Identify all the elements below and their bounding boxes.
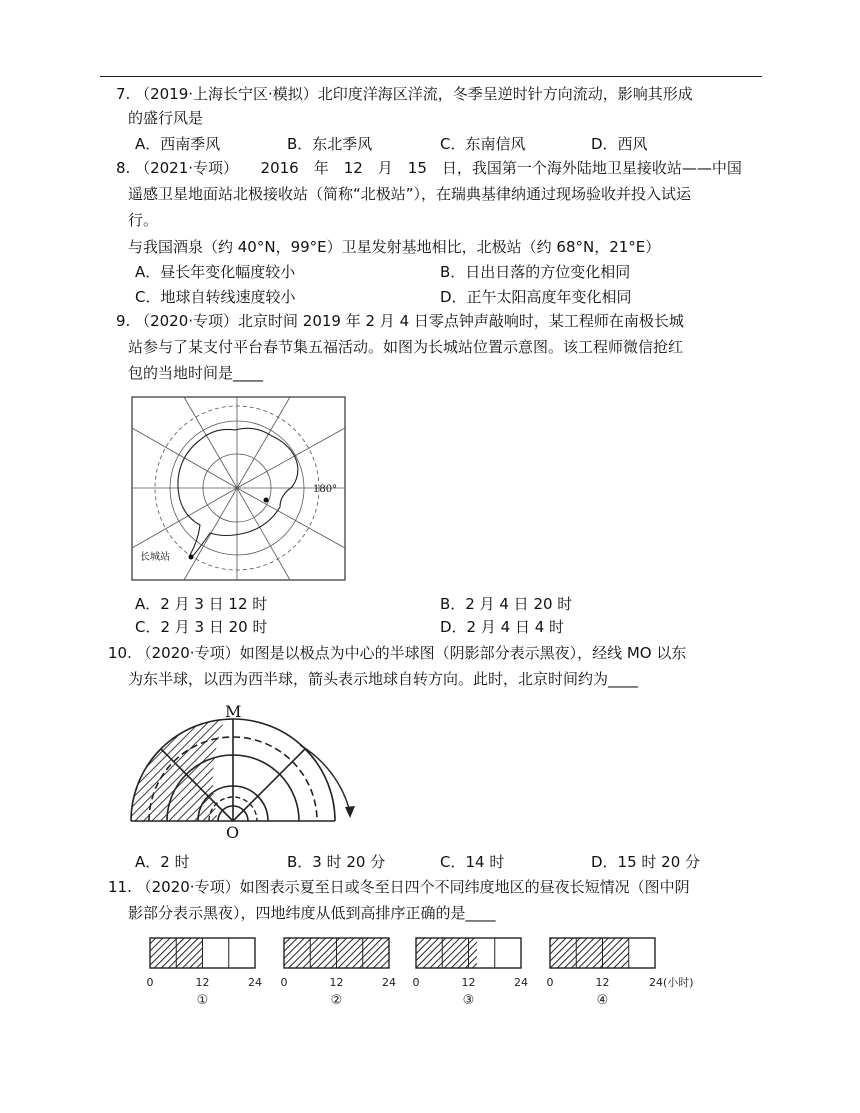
label-great-wall-station: 长城站 bbox=[140, 552, 170, 563]
q10-option-b: B．3 时 20 分 bbox=[287, 853, 386, 871]
q11-stem-line1: 11. （2020·专项）如图表示夏至日或冬至日四个不同纬度地区的昼夜长短情况（图中阴 bbox=[108, 878, 690, 896]
daynight-bar-4 bbox=[547, 938, 694, 1008]
tick-label: 24 bbox=[382, 976, 396, 989]
bar-label: ④ bbox=[596, 993, 609, 1008]
q9-option-b: B．2 月 4 日 20 时 bbox=[440, 595, 573, 613]
q9-stem-line1: 9. （2020·专项）北京时间 2019 年 2 月 4 日零点钟声敲响时，某工程师在南极长城 bbox=[116, 312, 684, 330]
q8-stem-line3: 行。 bbox=[128, 211, 159, 229]
q8-stem-line1: 8. （2021·专项） 2016 年 12 月 15 日，我国第一个海外陆地卫星接收站——中国 bbox=[116, 159, 742, 177]
tick-label: 12 bbox=[595, 976, 610, 989]
q7-stem-line2: 的盛行风是 bbox=[128, 109, 204, 127]
q9-stem-line3: 包的当地时间是____ bbox=[128, 364, 264, 382]
top-rule bbox=[100, 76, 762, 77]
q7-option-a: A．西南季风 bbox=[135, 135, 221, 153]
q9-antarctic-map-figure bbox=[130, 395, 350, 585]
q10-option-a: A．2 时 bbox=[135, 853, 190, 871]
bar-label: ② bbox=[330, 993, 343, 1008]
daynight-bar-1 bbox=[147, 938, 263, 1008]
tick-label: 12 bbox=[329, 976, 344, 989]
q10-stem-line2: 为东半球，以西为西半球，箭头表示地球自转方向。此时，北京时间约为____ bbox=[128, 670, 639, 688]
q9-option-a: A．2 月 3 日 12 时 bbox=[135, 595, 268, 613]
q10-option-d: D．15 时 20 分 bbox=[591, 853, 701, 871]
tick-label: 0 bbox=[412, 976, 420, 989]
tick-label: 24 bbox=[248, 976, 262, 989]
q7-stem-line1: 7. （2019·上海长宁区·模拟）北印度洋海区洋流，冬季呈逆时针方向流动，影响其形成 bbox=[116, 85, 693, 103]
q8-stem-line2: 遥感卫星地面站北极接收站（简称“北极站”），在瑞典基律纳通过现场验收并投入试运 bbox=[128, 185, 692, 203]
tick-label: 24 bbox=[514, 976, 528, 989]
label-M: M bbox=[225, 702, 242, 721]
tick-label: 0 bbox=[280, 976, 288, 989]
q7-option-d: D．西风 bbox=[591, 135, 648, 153]
tick-label: 12 bbox=[195, 976, 210, 989]
q10-option-c: C．14 时 bbox=[440, 853, 505, 871]
label-O: O bbox=[226, 823, 240, 840]
q7-option-b: B．东北季风 bbox=[287, 135, 373, 153]
zhongshan-station-dot bbox=[264, 498, 269, 503]
q11-stem-line2: 影部分表示黑夜），四地纬度从低到高排序正确的是____ bbox=[128, 904, 496, 922]
label-180: 180° bbox=[313, 484, 338, 495]
q9-option-c: C．2 月 3 日 20 时 bbox=[135, 618, 268, 636]
great-wall-station-dot bbox=[189, 555, 194, 560]
q8-stem-line4: 与我国酒泉（约 40°N，99°E）卫星发射基地相比，北极站（约 68°N，21°E） bbox=[128, 238, 661, 256]
bar-label: ③ bbox=[462, 993, 475, 1008]
daynight-bar-3 bbox=[413, 938, 529, 1008]
q9-option-d: D．2 月 4 日 4 时 bbox=[440, 618, 565, 636]
q10-hemisphere-figure bbox=[128, 700, 378, 840]
daynight-bar-2 bbox=[281, 938, 397, 1008]
q8-option-a: A．昼长年变化幅度较小 bbox=[135, 263, 296, 281]
tick-label: 0 bbox=[546, 976, 554, 989]
q8-option-d: D．正午太阳高度年变化相同 bbox=[440, 288, 632, 306]
night-portion bbox=[550, 938, 629, 968]
q7-option-c: C．东南信风 bbox=[440, 135, 526, 153]
q8-option-c: C．地球自转线速度较小 bbox=[135, 288, 296, 306]
q8-option-b: B．日出日落的方位变化相同 bbox=[440, 263, 631, 281]
bar-label: ① bbox=[196, 993, 209, 1008]
q9-stem-line2: 站参与了某支付平台春节集五福活动。如图为长城站位置示意图。该工程师微信抢红 bbox=[128, 338, 684, 356]
q10-stem-line1: 10. （2020·专项）如图是以极点为中心的半球图（阴影部分表示黑夜），经线 MO 以东 bbox=[108, 644, 687, 662]
q11-day-night-bars-figure bbox=[140, 932, 720, 1014]
night-portion bbox=[416, 938, 477, 968]
tick-label: 0 bbox=[146, 976, 154, 989]
tick-label: 24(小时) bbox=[649, 976, 694, 989]
tick-label: 12 bbox=[461, 976, 476, 989]
